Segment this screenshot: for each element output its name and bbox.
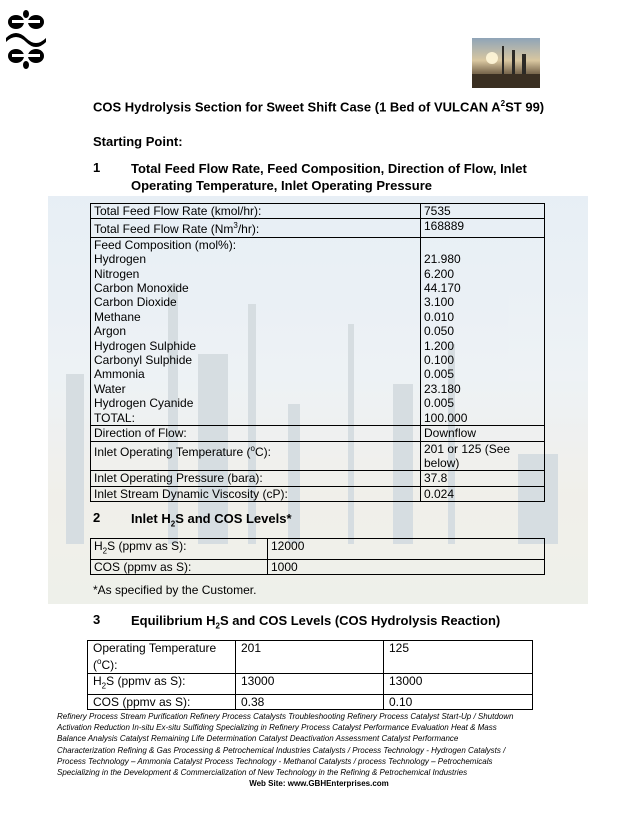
inlet-levels-table — [90, 538, 545, 575]
table-row: Inlet Stream Dynamic Viscosity (cP): 0.024 — [91, 486, 545, 501]
section-2-heading: Inlet $H_2S$ and COS Levels* — [131, 511, 292, 529]
section-2-number: 2 — [93, 510, 101, 525]
section-1-number: 1 — [93, 160, 101, 175]
document-title: COS Hydrolysis Section for Sweet Shift Case (1 Bed of VULCAN $A^2ST$ 99) — [93, 99, 545, 115]
composition-values: 21.980 6.200 44.170 3.100 0.010 0.050 1.200 0.100 0.005 23.180 0.005 100.000 — [421, 237, 545, 425]
section-3-number: 3 — [93, 612, 101, 627]
section-3-heading: Equilibrium $H_2S$ and COS Levels (COS Hydrolysis Reaction) — [131, 613, 501, 631]
equilibrium-levels-table — [87, 640, 533, 710]
table-row — [91, 237, 545, 425]
table-row: COS (ppmv as S): 0.38 0.10 — [88, 694, 533, 709]
footer-services-text: Refinery Process Stream Purification Refinery Process Catalysts Troubleshooting Refinery Process Catalyst Start-Up / Shutdown Activation Reduction In-situ Ex-situ Sulfiding Specializing in Refinery Process Catalyst Performance Evaluation Heat & Mass Balance Analysis Catalyst Remaining Life Determination Catalyst Deactivation Assessment Catalyst Performance Characterization Refining & Gas Processing & Petrochemical Industries Catalysts / Process Technology - Hydrogen Catalysts / Process Technology – Ammonia Catalyst Process Technology - Methanol Catalysts / process Technology – Petrochemicals Specializing in the Development & Commercialization of New Technology in the Refining & Petrochemical Industries — [57, 712, 514, 778]
table-row: Direction of Flow: Downflow — [91, 426, 545, 441]
table-row: Total Feed Flow Rate (kmol/hr): 7535 — [91, 204, 545, 219]
table-row: COS (ppmv as S): 1000 — [91, 559, 545, 574]
customer-note: *As specified by the Customer. — [93, 583, 257, 597]
section-1-heading: Total Feed Flow Rate, Feed Composition, Direction of Flow, Inlet Operating Temperature, Inlet Operating Pressure — [131, 161, 527, 193]
table-row: $H_2S$ (ppmv as S): 12000 — [91, 539, 545, 560]
website-link[interactable]: Web Site: www.GBHEnterprises.com — [249, 779, 389, 788]
table-row: $H_2S$ (ppmv as S): 13000 13000 — [88, 673, 533, 694]
table-row: Inlet Operating Temperature ($^o$C): 201 or 125 (See below) — [91, 441, 545, 471]
feed-conditions-table — [90, 203, 545, 502]
table-row: Total Feed Flow Rate (Nm$^3$/hr): 168889 — [91, 219, 545, 237]
table-row: Inlet Operating Pressure (bara): 37.8 — [91, 471, 545, 486]
starting-point-heading: Starting Point: — [93, 134, 183, 149]
composition-names: Feed Composition (mol%): Hydrogen Nitrogen Carbon Monoxide Carbon Dioxide Methane Argon Hydrogen Sulphide Carbonyl Sulphide Ammonia Water Hydrogen Cyanide TOTAL: — [91, 237, 421, 425]
table-row: Operating Temperature ($^o$C): 201 125 — [88, 641, 533, 674]
